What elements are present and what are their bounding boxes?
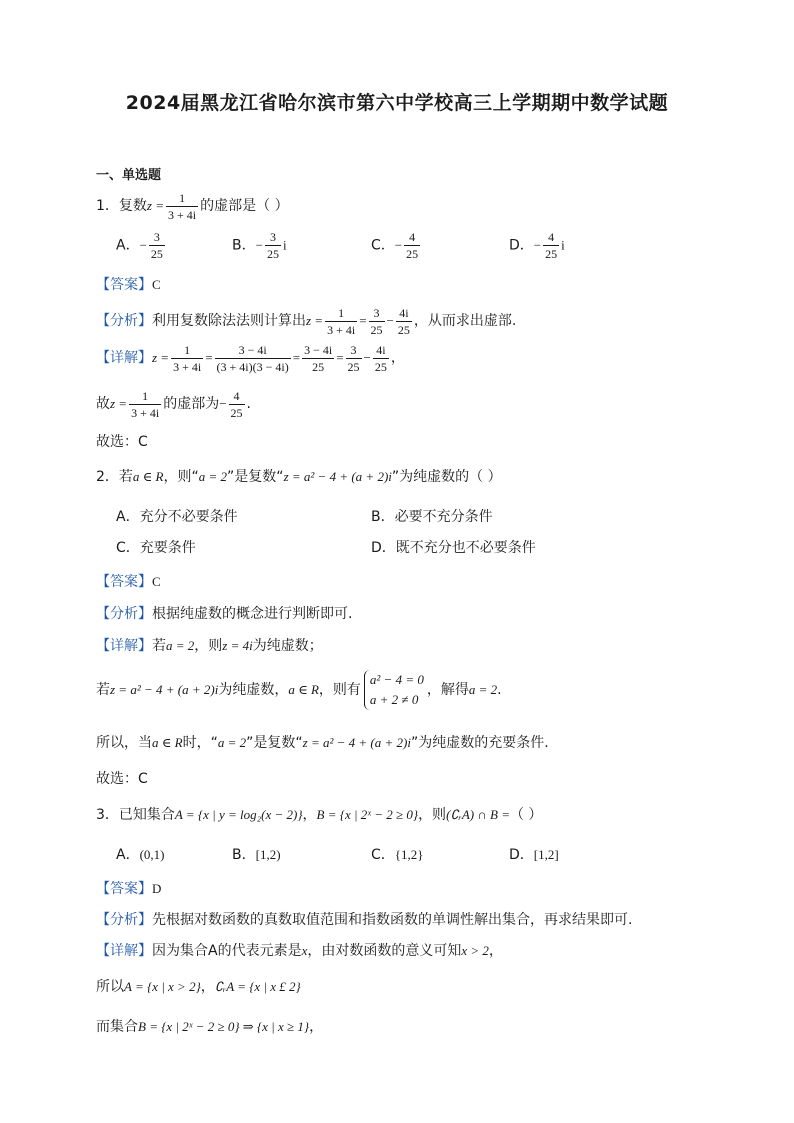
math: a ∈ R [152, 735, 183, 750]
option-text: [1,2] [533, 847, 559, 862]
answer-value: C [152, 277, 161, 292]
text: ， [200, 979, 215, 995]
q2-option-d [371, 538, 536, 558]
option-fraction [149, 229, 165, 262]
equation: a + 2 ≠ 0 [369, 692, 419, 707]
q2-analysis [96, 604, 352, 624]
q2-option-a [116, 507, 238, 527]
q1-conclusion [96, 386, 251, 422]
option-sign: − [394, 237, 403, 253]
option-text: 既不充分也不必要条件 [395, 540, 536, 556]
q2-detail-2 [96, 668, 502, 712]
q1-number: 1． [96, 198, 119, 214]
frac-den: 25 [266, 247, 279, 261]
q1-answer [96, 275, 161, 295]
math-z: z = [152, 350, 170, 365]
option-label: D． [509, 237, 534, 254]
minus: − [363, 350, 371, 365]
detail-tag: 【详解】 [96, 943, 152, 959]
punct: . [246, 396, 251, 412]
text: ， [488, 943, 503, 959]
option-text: 充要条件 [139, 540, 196, 556]
frac-num: 4i [373, 342, 389, 359]
text: 而集合 [96, 1019, 138, 1035]
text: 的虚部为 [163, 396, 220, 412]
answer-tag: 【答案】 [96, 277, 152, 293]
punct: . [497, 682, 502, 698]
math: a ∈ R [132, 469, 164, 484]
punct: ， [390, 350, 405, 366]
math: z = a² − 4 + (a + 2)i [283, 469, 392, 484]
q1-text-suffix: 的虚部是（ ） [200, 198, 289, 214]
analysis-tag: 【分析】 [96, 606, 152, 622]
frac-den: 3 + 4i [131, 405, 160, 420]
answer-value: C [152, 574, 161, 589]
minus: − [219, 396, 227, 411]
frac-den: 25 [545, 247, 558, 261]
analysis-tag: 【分析】 [96, 912, 152, 928]
fraction [346, 342, 362, 375]
math: A = {x | y = log₂(x − 2)} [174, 807, 303, 822]
q3-option-b [232, 845, 281, 865]
math: a = 2 [166, 638, 195, 653]
text: ”是复数“ [246, 735, 303, 751]
q1-option-c [371, 229, 422, 262]
analysis-text: 利用复数除法法则计算出 [152, 313, 306, 329]
math: z = a² − 4 + (a + 2)i [110, 682, 219, 697]
math: ∁ᵣA = {x | x £ 2} [214, 979, 301, 994]
fraction [215, 342, 291, 375]
frac-den: 25 [397, 322, 410, 337]
fraction [396, 305, 412, 338]
math: a = 2 [217, 735, 247, 750]
q3-option-c [371, 845, 424, 865]
q1-frac-den: 3 + 4i [168, 207, 197, 222]
frac-den: 25 [347, 359, 360, 374]
frac-num: 4 [229, 388, 245, 405]
q3-detail-1 [96, 941, 503, 961]
math: B = {x | 2ˣ − 2 ≥ 0} ⇒ {x | x ≥ 1} [138, 1019, 310, 1034]
math: z = a² − 4 + (a + 2)i [302, 735, 411, 750]
q2-detail-3 [96, 733, 549, 753]
option-label: D． [509, 847, 534, 863]
text: 因为集合A的代表元素是 [152, 943, 302, 959]
frac-num: 1 [171, 342, 203, 359]
q3-number: 3． [96, 807, 119, 823]
q2-answer [96, 572, 161, 592]
text: 所以 [96, 979, 124, 995]
option-text: {1,2} [394, 847, 424, 862]
option-suffix: i [282, 237, 287, 253]
q2-choose: 故选：C [96, 771, 148, 787]
frac-num: 3 [346, 342, 362, 359]
frac-num: 3 − 4i [304, 342, 333, 357]
fraction [373, 342, 389, 375]
option-sign: − [533, 237, 542, 253]
frac-den: 25 [370, 322, 383, 337]
math: A = {x | x > 2} [124, 979, 201, 994]
q2-number: 2． [96, 469, 119, 485]
q2-option-b [371, 507, 493, 527]
q1-stem [96, 188, 289, 224]
q3-detail-2 [96, 977, 301, 997]
math: (∁ᵣA) ∩ B = [446, 807, 510, 822]
math-z: z = [306, 313, 324, 328]
frac-num: 1 [129, 388, 161, 405]
frac-num: 1 [325, 305, 357, 322]
fraction [129, 388, 161, 421]
text: 若 [152, 638, 166, 654]
analysis-text-end: ，从而求出虚部. [413, 313, 517, 329]
text: 故 [96, 396, 110, 412]
option-text: 充分不必要条件 [139, 509, 238, 525]
text: 若 [118, 469, 133, 485]
equals: = [359, 313, 367, 328]
text: ，则 [194, 638, 223, 654]
fraction [171, 342, 203, 375]
answer-tag: 【答案】 [96, 574, 152, 590]
q1-z: z = [146, 198, 165, 213]
text: （ ） [509, 807, 543, 823]
answer-tag: 【答案】 [96, 881, 152, 897]
minus: − [386, 313, 394, 328]
q1-option-a [116, 229, 167, 262]
answer-value: D [152, 881, 162, 896]
q1-choose: 故选：C [96, 434, 148, 450]
q3-analysis [96, 910, 632, 930]
q1-option-b [232, 229, 287, 262]
frac-num: 3 − 4i [215, 342, 291, 359]
option-fraction [404, 229, 420, 262]
option-label: A． [116, 509, 140, 525]
analysis-text: 根据纯虚数的概念进行判断即可. [152, 606, 353, 622]
option-label: B． [232, 847, 256, 863]
option-label: B． [232, 237, 256, 254]
math: a ∈ R [288, 682, 319, 697]
fraction [369, 305, 385, 338]
option-fraction [265, 229, 281, 262]
option-label: A． [116, 237, 140, 254]
text: ，解得 [426, 682, 469, 698]
fraction [302, 342, 334, 375]
text: 为纯虚数； [252, 638, 323, 654]
fraction [229, 388, 245, 421]
math: B = {x | 2ˣ − 2 ≥ 0} [316, 807, 419, 822]
frac-num: 3 [369, 305, 385, 322]
math: z = 4i [222, 638, 253, 653]
frac-num: 3 [149, 229, 165, 246]
frac-den: 3 + 4i [327, 322, 356, 337]
q1-analysis [96, 303, 516, 339]
text: 时，“ [182, 735, 218, 751]
frac-den: 3 + 4i [173, 359, 202, 374]
math: x [301, 943, 308, 958]
text: ”为纯虚数的（ ） [391, 469, 502, 485]
option-sign: − [255, 237, 263, 253]
frac-den: 25 [150, 247, 163, 261]
option-sign: − [139, 237, 147, 253]
frac-den: (3 + 4i)(3 − 4i) [216, 359, 289, 374]
option-label: C． [371, 847, 395, 863]
q3-option-a [116, 845, 165, 865]
option-label: D． [371, 540, 396, 556]
detail-tag: 【详解】 [96, 638, 152, 654]
frac-den: 25 [374, 359, 387, 374]
option-label: A． [116, 847, 140, 863]
q3-option-d [509, 845, 559, 865]
q1-fraction [166, 190, 198, 223]
analysis-text: 先根据对数函数的真数取值范围和指数函数的单调性解出集合，再求结果即可. [152, 912, 633, 928]
q1-option-d [509, 229, 565, 262]
option-label: C． [116, 540, 140, 556]
text: 为纯虚数， [218, 682, 289, 698]
q3-stem [96, 805, 542, 825]
frac-num: 4i [396, 305, 412, 322]
q3-answer [96, 879, 161, 899]
equals: = [292, 350, 301, 365]
q1-frac-num: 1 [166, 190, 198, 207]
text: ”为纯虚数的充要条件. [410, 735, 549, 751]
q3-detail-3 [96, 1017, 323, 1037]
q2-detail-1 [96, 636, 323, 656]
text: ”是复数“ [227, 469, 284, 485]
q1-detail [96, 340, 405, 376]
equation-system [364, 670, 424, 710]
math-z: z = [110, 396, 128, 411]
q2-stem [96, 467, 502, 487]
text: ， [302, 807, 317, 823]
q1-text: 复数 [118, 198, 147, 214]
math: a = 2 [198, 469, 228, 484]
frac-num: 4 [404, 229, 420, 246]
text: 若 [96, 682, 110, 698]
frac-num: 3 [265, 229, 281, 246]
text: 所以，当 [96, 735, 152, 751]
option-fraction [543, 229, 559, 262]
text: 已知集合 [118, 807, 175, 823]
frac-den: 25 [230, 405, 243, 420]
detail-tag: 【详解】 [96, 350, 152, 366]
option-text: (0,1) [139, 847, 165, 862]
analysis-tag: 【分析】 [96, 313, 152, 329]
text: ， [309, 1019, 324, 1035]
equals: = [205, 350, 213, 365]
text: ，由对数函数的意义可知 [307, 943, 462, 959]
option-suffix: i [561, 237, 565, 253]
frac-den: 25 [312, 359, 325, 374]
option-label: C． [371, 237, 395, 254]
math: a = 2 [468, 682, 498, 697]
option-label: B． [371, 509, 395, 525]
frac-den: 25 [406, 247, 419, 261]
equals: = [336, 350, 344, 365]
text: ，则 [418, 807, 447, 823]
text: ，则“ [163, 469, 199, 485]
q2-option-c [116, 538, 196, 558]
section-heading: 一、单选题 [96, 168, 162, 183]
fraction [325, 305, 357, 338]
frac-num: 4 [543, 229, 559, 246]
page-title: 2024届黑龙江省哈尔滨市第六中学校高三上学期期中数学试题 [125, 92, 669, 114]
equation: a² − 4 = 0 [369, 672, 424, 687]
text: ，则有 [318, 682, 361, 698]
option-text: 必要不充分条件 [394, 509, 493, 525]
math: x > 2 [461, 943, 489, 958]
option-text: [1,2) [255, 847, 281, 862]
